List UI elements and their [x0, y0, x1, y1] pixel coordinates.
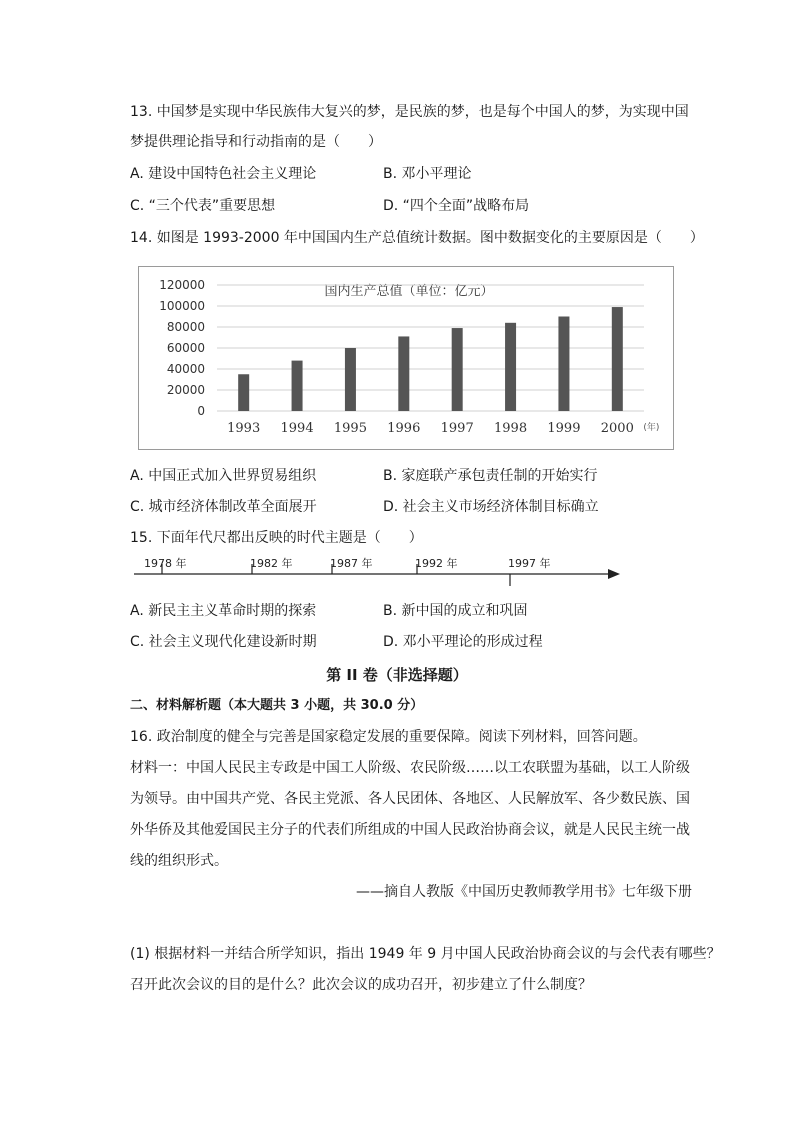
timeline-label-1982: 1982 年: [250, 557, 293, 570]
q13-option-a: A. 建设中国特色社会主义理论: [130, 166, 317, 182]
x-tick-label-1995: 1995: [333, 421, 367, 436]
bar-1998: [505, 323, 516, 411]
x-unit-label: (年): [643, 423, 660, 433]
x-tick-label-1994: 1994: [280, 421, 314, 436]
gdp-chart-svg: [139, 267, 673, 449]
q15-stem: 15. 下面年代尺都出反映的时代主题是（ ）: [130, 530, 423, 546]
q13-option-d: D. “四个全面”战略布局: [383, 198, 530, 214]
q15-option-d: D. 邓小平理论的形成过程: [383, 634, 543, 650]
x-tick-label-1999: 1999: [547, 421, 581, 436]
q15-option-b: B. 新中国的成立和巩固: [383, 603, 528, 619]
q16-material-line4: 线的组织形式。: [130, 853, 228, 869]
q14-stem: 14. 如图是 1993-2000 年中国国内生产总值统计数据。图中数据变化的主要原因是（ ）: [130, 230, 704, 246]
q14-option-d: D. 社会主义市场经济体制目标确立: [383, 499, 599, 515]
section-2-heading: 二、材料解析题（本大题共 3 小题，共 30.0 分）: [130, 698, 424, 713]
bar-1999: [558, 317, 569, 412]
q16-sub1-line2: 召开此次会议的目的是什么？此次会议的成功召开，初步建立了什么制度？: [130, 977, 592, 993]
timeline-label-1992: 1992 年: [415, 557, 458, 570]
year-timeline: [132, 552, 622, 592]
timeline-arrow-icon: [608, 569, 620, 579]
x-tick-label-1997: 1997: [440, 421, 474, 436]
q13-option-b: B. 邓小平理论: [383, 166, 472, 182]
q14-option-a: A. 中国正式加入世界贸易组织: [130, 468, 317, 484]
bar-1993: [238, 374, 249, 411]
timeline-label-1987: 1987 年: [330, 557, 373, 570]
q14-option-b: B. 家庭联产承包责任制的开始实行: [383, 468, 598, 484]
x-tick-label-1996: 1996: [387, 421, 421, 436]
bar-1997: [452, 328, 463, 411]
q16-material-line2: 为领导。由中国共产党、各民主党派、各人民团体、各地区、人民解放军、各少数民族、国: [130, 791, 690, 807]
bar-1996: [398, 336, 409, 411]
q13-option-c: C. “三个代表”重要思想: [130, 198, 276, 214]
section-2-title: 第 II 卷（非选择题）: [326, 666, 468, 684]
y-tick-label: 40000: [166, 362, 205, 376]
chart-title: 国内生产总值（单位：亿元）: [324, 284, 494, 299]
y-tick-label: 80000: [166, 320, 205, 334]
q16-material-line1: 材料一：中国人民民主专政是中国工人阶级、农民阶级……以工农联盟为基础，以工人阶级: [130, 760, 690, 776]
q15-option-a: A. 新民主主义革命时期的探索: [130, 603, 317, 619]
x-tick-label-2000: 2000: [600, 421, 634, 436]
y-tick-label: 100000: [159, 299, 205, 313]
q15-option-c: C. 社会主义现代化建设新时期: [130, 634, 317, 650]
q13-stem-line2: 梦提供理论指导和行动指南的是（ ）: [130, 134, 382, 150]
q14-option-c: C. 城市经济体制改革全面展开: [130, 499, 317, 515]
q16-stem: 16. 政治制度的健全与完善是国家稳定发展的重要保障。阅读下列材料，回答问题。: [130, 729, 647, 745]
q16-material-line3: 外华侨及其他爱国民主分子的代表们所组成的中国人民政治协商会议，就是人民民主统一战: [130, 822, 690, 838]
y-tick-label: 120000: [159, 278, 205, 292]
gdp-bar-chart: [138, 266, 674, 450]
bar-1994: [292, 361, 303, 411]
x-tick-label-1993: 1993: [227, 421, 261, 436]
y-tick-label: 60000: [166, 341, 205, 355]
y-tick-label: 0: [197, 404, 205, 418]
q16-sub1-line1: (1) 根据材料一并结合所学知识，指出 1949 年 9 月中国人民政治协商会议的与会代表有哪些？: [130, 946, 721, 962]
timeline-label-1997: 1997 年: [508, 557, 551, 570]
bar-1995: [345, 348, 356, 411]
q16-source: ——摘自人教版《中国历史教师教学用书》七年级下册: [356, 884, 692, 900]
x-tick-label-1998: 1998: [494, 421, 528, 436]
y-tick-label: 20000: [166, 383, 205, 397]
bar-2000: [612, 307, 623, 411]
q13-stem-line1: 13. 中国梦是实现中华民族伟大复兴的梦，是民族的梦，也是每个中国人的梦，为实现中国: [130, 104, 689, 120]
timeline-label-1978: 1978 年: [144, 557, 187, 570]
